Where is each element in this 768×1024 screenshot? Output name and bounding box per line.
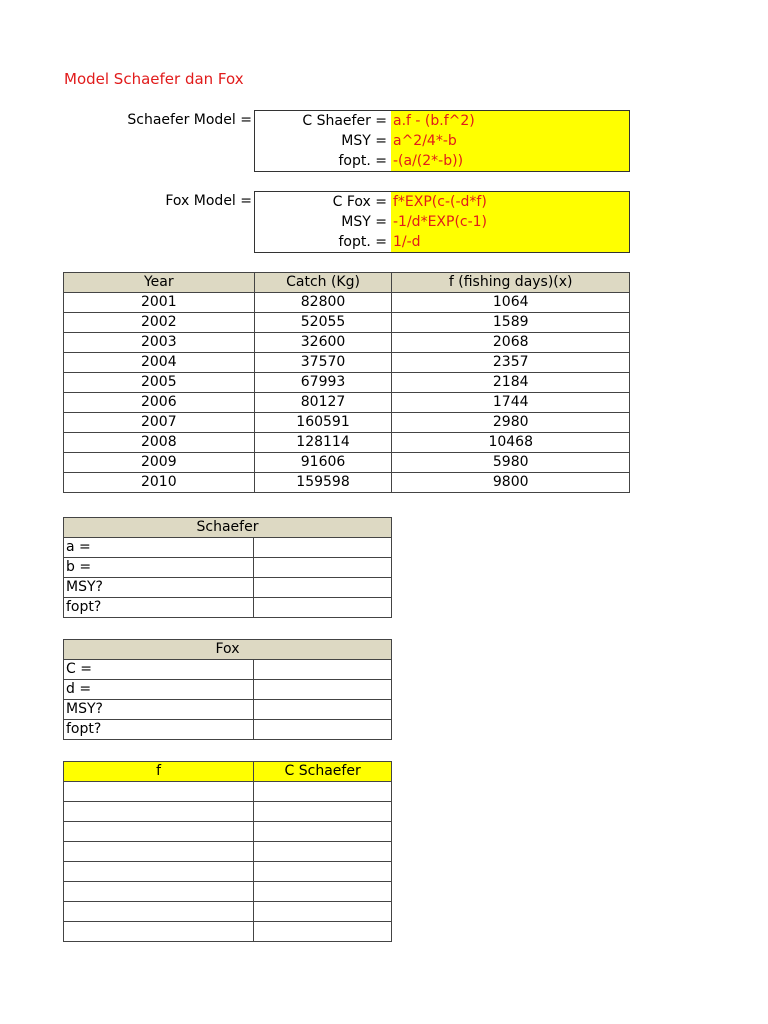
catch-cell[interactable]: 82800 xyxy=(254,293,392,313)
f-cell[interactable] xyxy=(64,882,254,902)
year-cell[interactable]: 2003 xyxy=(64,333,255,353)
schaefer-param-label: b = xyxy=(64,558,254,578)
schaefer-param-label: fopt? xyxy=(64,598,254,618)
schaefer-row xyxy=(64,598,392,618)
c-schaefer-cell[interactable] xyxy=(254,782,392,802)
formula-key: fopt. = xyxy=(338,234,387,250)
schaefer-param-value[interactable] xyxy=(254,558,392,578)
fox-model-label: Fox Model = xyxy=(165,193,252,209)
catch-cell[interactable]: 67993 xyxy=(254,373,392,393)
year-cell[interactable]: 2004 xyxy=(64,353,255,373)
catch-cell[interactable]: 32600 xyxy=(254,333,392,353)
result-row xyxy=(64,882,392,902)
c-schaefer-cell[interactable] xyxy=(254,862,392,882)
year-cell[interactable]: 2007 xyxy=(64,413,255,433)
formula-value[interactable]: -1/d*EXP(c-1) xyxy=(391,212,629,232)
f-cell[interactable] xyxy=(64,902,254,922)
catch-cell[interactable]: 159598 xyxy=(254,473,392,493)
table-row xyxy=(64,453,630,473)
fox-param-value[interactable] xyxy=(254,720,392,740)
effort-cell[interactable]: 9800 xyxy=(392,473,630,493)
catch-cell[interactable]: 128114 xyxy=(254,433,392,453)
formula-value[interactable]: 1/-d xyxy=(391,232,629,252)
result-row xyxy=(64,842,392,862)
f-catch-schaefer-table xyxy=(63,761,392,942)
schaefer-formula-row xyxy=(255,111,629,131)
year-cell[interactable]: 2002 xyxy=(64,313,255,333)
fox-param-label: fopt? xyxy=(64,720,254,740)
c-schaefer-cell[interactable] xyxy=(254,822,392,842)
formula-value[interactable]: a^2/4*-b xyxy=(391,131,629,151)
fox-param-value[interactable] xyxy=(254,700,392,720)
result-row xyxy=(64,782,392,802)
fox-row xyxy=(64,700,392,720)
c-schaefer-cell[interactable] xyxy=(254,802,392,822)
effort-cell[interactable]: 1589 xyxy=(392,313,630,333)
header-c-schaefer: C Schaefer xyxy=(254,762,392,782)
page-title: Model Schaefer dan Fox xyxy=(64,70,244,88)
effort-cell[interactable]: 2980 xyxy=(392,413,630,433)
fox-row xyxy=(64,660,392,680)
schaefer-formula-row xyxy=(255,151,629,171)
table-row xyxy=(64,353,630,373)
c-schaefer-cell[interactable] xyxy=(254,902,392,922)
schaefer-param-label: a = xyxy=(64,538,254,558)
schaefer-row xyxy=(64,558,392,578)
f-cell[interactable] xyxy=(64,822,254,842)
schaefer-param-value[interactable] xyxy=(254,578,392,598)
catch-effort-table xyxy=(63,272,630,493)
schaefer-param-value[interactable] xyxy=(254,598,392,618)
table-row xyxy=(64,433,630,453)
header-year: Year xyxy=(64,273,255,293)
fox-formula-row xyxy=(255,232,629,252)
result-row xyxy=(64,822,392,842)
result-row xyxy=(64,862,392,882)
schaefer-results-table xyxy=(63,517,392,618)
effort-cell[interactable]: 1744 xyxy=(392,393,630,413)
result-row xyxy=(64,902,392,922)
effort-cell[interactable]: 2068 xyxy=(392,333,630,353)
f-cell[interactable] xyxy=(64,862,254,882)
table-row xyxy=(64,393,630,413)
fox-formula-box xyxy=(254,191,630,253)
fox-row xyxy=(64,680,392,700)
schaefer-model-label: Schaefer Model = xyxy=(127,112,252,128)
catch-cell[interactable]: 160591 xyxy=(254,413,392,433)
schaefer-row xyxy=(64,578,392,598)
table-row xyxy=(64,333,630,353)
formula-key: MSY = xyxy=(341,133,387,149)
formula-value[interactable]: -(a/(2*-b)) xyxy=(391,151,629,171)
header-catch: Catch (Kg) xyxy=(254,273,392,293)
fox-table-header: Fox xyxy=(64,640,392,660)
table-row xyxy=(64,293,630,313)
header-effort: f (fishing days)(x) xyxy=(392,273,630,293)
fox-param-label: d = xyxy=(64,680,254,700)
year-cell[interactable]: 2009 xyxy=(64,453,255,473)
fox-results-table xyxy=(63,639,392,740)
effort-cell[interactable]: 2184 xyxy=(392,373,630,393)
f-cell[interactable] xyxy=(64,782,254,802)
table-header-row xyxy=(64,273,630,293)
result-row xyxy=(64,802,392,822)
table-row xyxy=(64,413,630,433)
schaefer-param-value[interactable] xyxy=(254,538,392,558)
effort-cell[interactable]: 5980 xyxy=(392,453,630,473)
fox-param-label: MSY? xyxy=(64,700,254,720)
effort-cell[interactable]: 1064 xyxy=(392,293,630,313)
schaefer-table-header: Schaefer xyxy=(64,518,392,538)
year-cell[interactable]: 2005 xyxy=(64,373,255,393)
c-schaefer-cell[interactable] xyxy=(254,922,392,942)
fox-formula-row xyxy=(255,192,629,212)
formula-key: C Shaefer = xyxy=(302,113,387,129)
table-row xyxy=(64,313,630,333)
table-row xyxy=(64,473,630,493)
formula-value[interactable]: a.f - (b.f^2) xyxy=(391,111,629,131)
catch-cell[interactable]: 80127 xyxy=(254,393,392,413)
schaefer-row xyxy=(64,538,392,558)
year-cell[interactable]: 2006 xyxy=(64,393,255,413)
fox-param-label: C = xyxy=(64,660,254,680)
fox-row xyxy=(64,720,392,740)
effort-cell[interactable]: 2357 xyxy=(392,353,630,373)
formula-key: fopt. = xyxy=(338,153,387,169)
formula-value[interactable]: f*EXP(c-(-d*f) xyxy=(391,192,629,212)
schaefer-formula-box xyxy=(254,110,630,172)
f-cell[interactable] xyxy=(64,922,254,942)
catch-cell[interactable]: 91606 xyxy=(254,453,392,473)
c-schaefer-cell[interactable] xyxy=(254,842,392,862)
year-cell[interactable]: 2001 xyxy=(64,293,255,313)
year-cell[interactable]: 2010 xyxy=(64,473,255,493)
effort-cell[interactable]: 10468 xyxy=(392,433,630,453)
year-cell[interactable]: 2008 xyxy=(64,433,255,453)
header-f: f xyxy=(64,762,254,782)
fox-formula-row xyxy=(255,212,629,232)
schaefer-param-label: MSY? xyxy=(64,578,254,598)
c-schaefer-cell[interactable] xyxy=(254,882,392,902)
catch-cell[interactable]: 37570 xyxy=(254,353,392,373)
schaefer-formula-row xyxy=(255,131,629,151)
f-cell[interactable] xyxy=(64,842,254,862)
f-cell[interactable] xyxy=(64,802,254,822)
fox-param-value[interactable] xyxy=(254,680,392,700)
result-row xyxy=(64,922,392,942)
formula-key: C Fox = xyxy=(332,194,387,210)
catch-cell[interactable]: 52055 xyxy=(254,313,392,333)
table-row xyxy=(64,373,630,393)
fox-param-value[interactable] xyxy=(254,660,392,680)
formula-key: MSY = xyxy=(341,214,387,230)
